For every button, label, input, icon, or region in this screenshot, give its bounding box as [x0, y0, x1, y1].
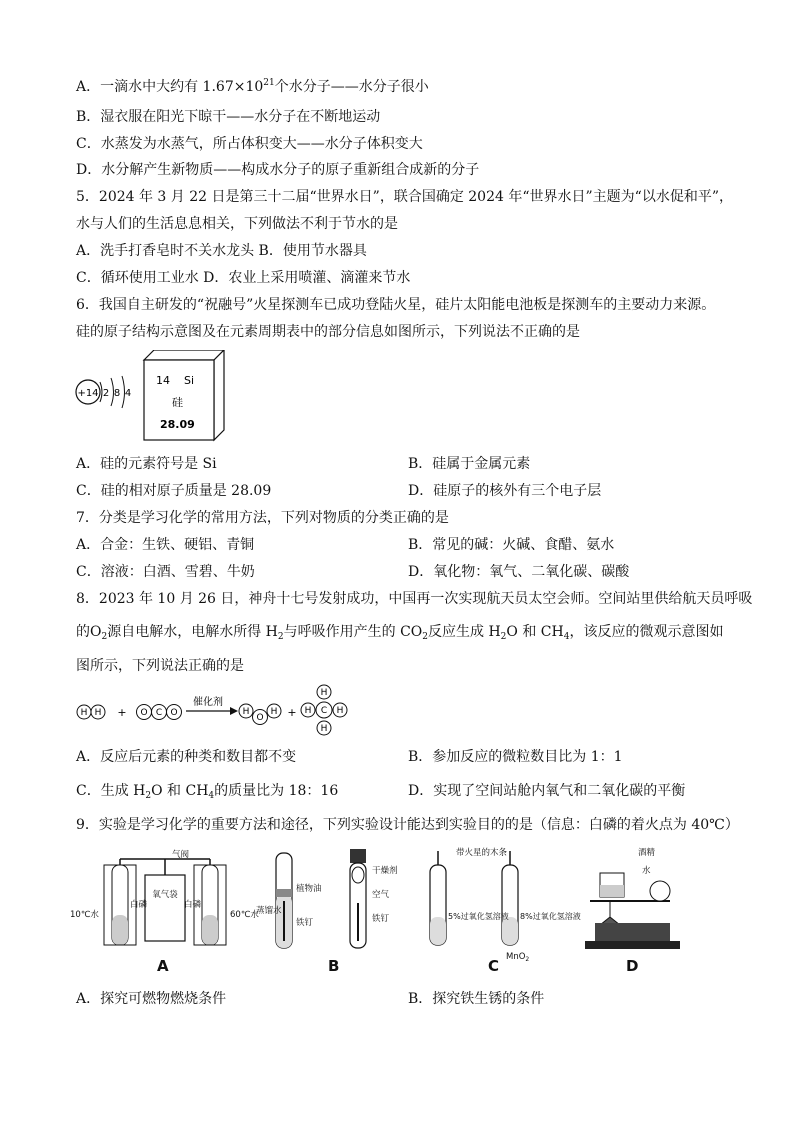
h2o-molecule: [239, 704, 281, 725]
valve-label: 气阀: [172, 850, 190, 860]
q6-stem-line1: 6．我国自主研发的“祝融号”火星探测车已成功登陆火星，硅片太阳能电池板是探测车的主要动力来源。: [76, 297, 716, 313]
q4-option-d: D．水分解产生新物质——构成水分子的原子重新组合成新的分子: [76, 162, 480, 178]
h2o2-8-label: 8%过氧化氢溶液: [520, 912, 581, 921]
experiment-c: [430, 847, 581, 975]
q8-stem-line1: 8．2023 年 10 月 26 日，神舟十七号发射成功，中国再一次实现航天员太空会师。空间站里供给航天员呼吸: [76, 591, 753, 607]
q8-option-d: D．实现了空间站舱内氧气和二氧化碳的平衡: [408, 783, 686, 799]
q4-option-c: C．水蒸发为水蒸气，所占体积变大——水分子体积变大: [76, 136, 423, 152]
svg-text:H: H: [336, 706, 344, 716]
reaction-diagram: [70, 680, 370, 742]
element-symbol: Si: [184, 374, 195, 387]
q6-option-a: A．硅的元素符号是 Si: [76, 456, 217, 472]
figure-a-label: A: [157, 957, 169, 975]
q5-options-cd: C．循环使用工业水 D．农业上采用喷灌、滴灌来节水: [76, 270, 411, 286]
q8-stem-line2: 的$O_2$源自电解水，电解水所得 $H_2$与呼吸作用产生的 $CO_2$反应生成 $H_2O$ 和 $CH_4$，该反应的微观示意图如: [76, 624, 724, 642]
svg-text:H: H: [94, 708, 102, 718]
figure-c-label: C: [488, 957, 500, 975]
plus-sign: +: [117, 706, 127, 719]
q9-option-a: A．探究可燃物燃烧条件: [76, 991, 227, 1007]
svg-text:O: O: [170, 708, 178, 718]
water-label: 水: [642, 866, 651, 876]
phosphorus-label-1: 白磷: [130, 900, 148, 910]
q5-options-ab: A．洗手打香皂时不关水龙头 B．使用节水器具: [76, 243, 367, 259]
alcohol-label: 酒精: [638, 848, 656, 858]
svg-text:H: H: [270, 707, 278, 717]
nucleus-charge: +14: [77, 388, 99, 399]
glowing-splint-label: 带火星的木条: [456, 848, 508, 858]
plus-sign-2: +: [287, 706, 297, 719]
silicon-figure: [70, 350, 250, 445]
q7-option-d: D．氧化物：氧气、二氧化碳、碳酸: [408, 564, 630, 580]
element-name: 硅: [172, 396, 183, 409]
atomic-mass: 28.09: [160, 418, 195, 431]
q7-stem: 7．分类是学习化学的常用方法，下列对物质的分类正确的是: [76, 510, 449, 526]
reaction-arrow-icon: [230, 707, 238, 715]
catalyst-label: 催化剂: [193, 697, 223, 708]
svg-text:H: H: [320, 688, 328, 698]
q7-option-b: B．常见的碱：火碱、食醋、氨水: [408, 537, 615, 553]
silicon-atom-diagram: [76, 376, 131, 408]
svg-text:O: O: [140, 708, 148, 718]
ch4-molecule: [301, 685, 347, 735]
q9-stem: 9．实验是学习化学的重要方法和途径，下列实验设计能达到实验目的的是（信息：白磷的着火点为 40℃）: [76, 817, 739, 833]
svg-text:O: O: [256, 713, 264, 723]
q5-stem-line1: 5．2024 年 3 月 22 日是第三十二届“世界水日”，联合国确定 2024 年“世界水日”主题为“以水促和平”，: [76, 189, 733, 205]
co2-molecule: [137, 705, 182, 720]
q6-stem-line2: 硅的原子结构示意图及在元素周期表中的部分信息如图所示，下列说法不正确的是: [76, 324, 580, 340]
figure-b-label: B: [328, 957, 340, 975]
experiment-b: [256, 849, 398, 975]
iron-nail-label-2: 铁钉: [372, 914, 390, 924]
q6-option-b: B．硅属于金属元素: [408, 456, 531, 472]
mno2-label: MnO$_2$: [506, 952, 530, 963]
q8-option-a: A．反应后元素的种类和数目都不变: [76, 749, 297, 765]
distilled-water-label: 蒸馏水: [256, 906, 282, 916]
q5-stem-line2: 水与人们的生活息息相关，下列做法不利于节水的是: [76, 216, 398, 232]
desiccant-label: 干燥剂: [372, 866, 398, 876]
shell-3-electrons: 4: [124, 388, 132, 399]
experiment-a: [70, 849, 259, 975]
q7-option-c: C．溶液：白酒、雪碧、牛奶: [76, 564, 255, 580]
cold-water-label: 10℃水: [70, 910, 99, 920]
q8-option-c: C．生成 $H_2O$ 和 $CH_4$的质量比为 18：16: [76, 783, 339, 801]
q6-option-c: C．硅的相对原子质量是 28.09: [76, 483, 272, 499]
air-label: 空气: [372, 890, 390, 900]
svg-text:H: H: [320, 724, 328, 734]
q8-option-b: B．参加反应的微粒数目比为 1：1: [408, 749, 623, 765]
experiment-figures: [70, 845, 720, 977]
q6-option-d: D．硅原子的核外有三个电子层: [408, 483, 602, 499]
q7-option-a: A．合金：生铁、硬铝、青铜: [76, 537, 255, 553]
svg-text:H: H: [242, 707, 250, 717]
svg-text:C: C: [155, 708, 163, 718]
q8-stem-line3: 图所示，下列说法正确的是: [76, 658, 244, 674]
hot-water-label: 60℃水: [230, 910, 259, 920]
iron-nail-label-1: 铁钉: [296, 918, 314, 928]
svg-text:H: H: [304, 706, 312, 716]
h2-molecule: [77, 705, 105, 719]
atomic-number: 14: [156, 374, 170, 387]
q4-option-a: A．一滴水中大约有 $1.67\times 10^{21}$个水分子——水分子很小: [76, 78, 429, 95]
h2o2-5-label: 5%过氧化氢溶液: [448, 912, 509, 921]
figure-d-label: D: [626, 957, 639, 975]
experiment-d: [585, 847, 680, 975]
phosphorus-label-2: 白磷: [184, 900, 202, 910]
q4-option-b: B．湿衣服在阳光下晾干——水分子在不断地运动: [76, 109, 381, 125]
svg-text:C: C: [320, 706, 328, 716]
oxygen-bag-label: 氧气袋: [152, 890, 178, 900]
periodic-table-cell: [144, 350, 224, 440]
shell-1-electrons: 2: [102, 388, 110, 399]
q9-option-b: B．探究铁生锈的条件: [408, 991, 545, 1007]
plant-oil-label: 植物油: [296, 884, 322, 894]
svg-text:H: H: [80, 708, 88, 718]
shell-2-electrons: 8: [113, 388, 121, 399]
